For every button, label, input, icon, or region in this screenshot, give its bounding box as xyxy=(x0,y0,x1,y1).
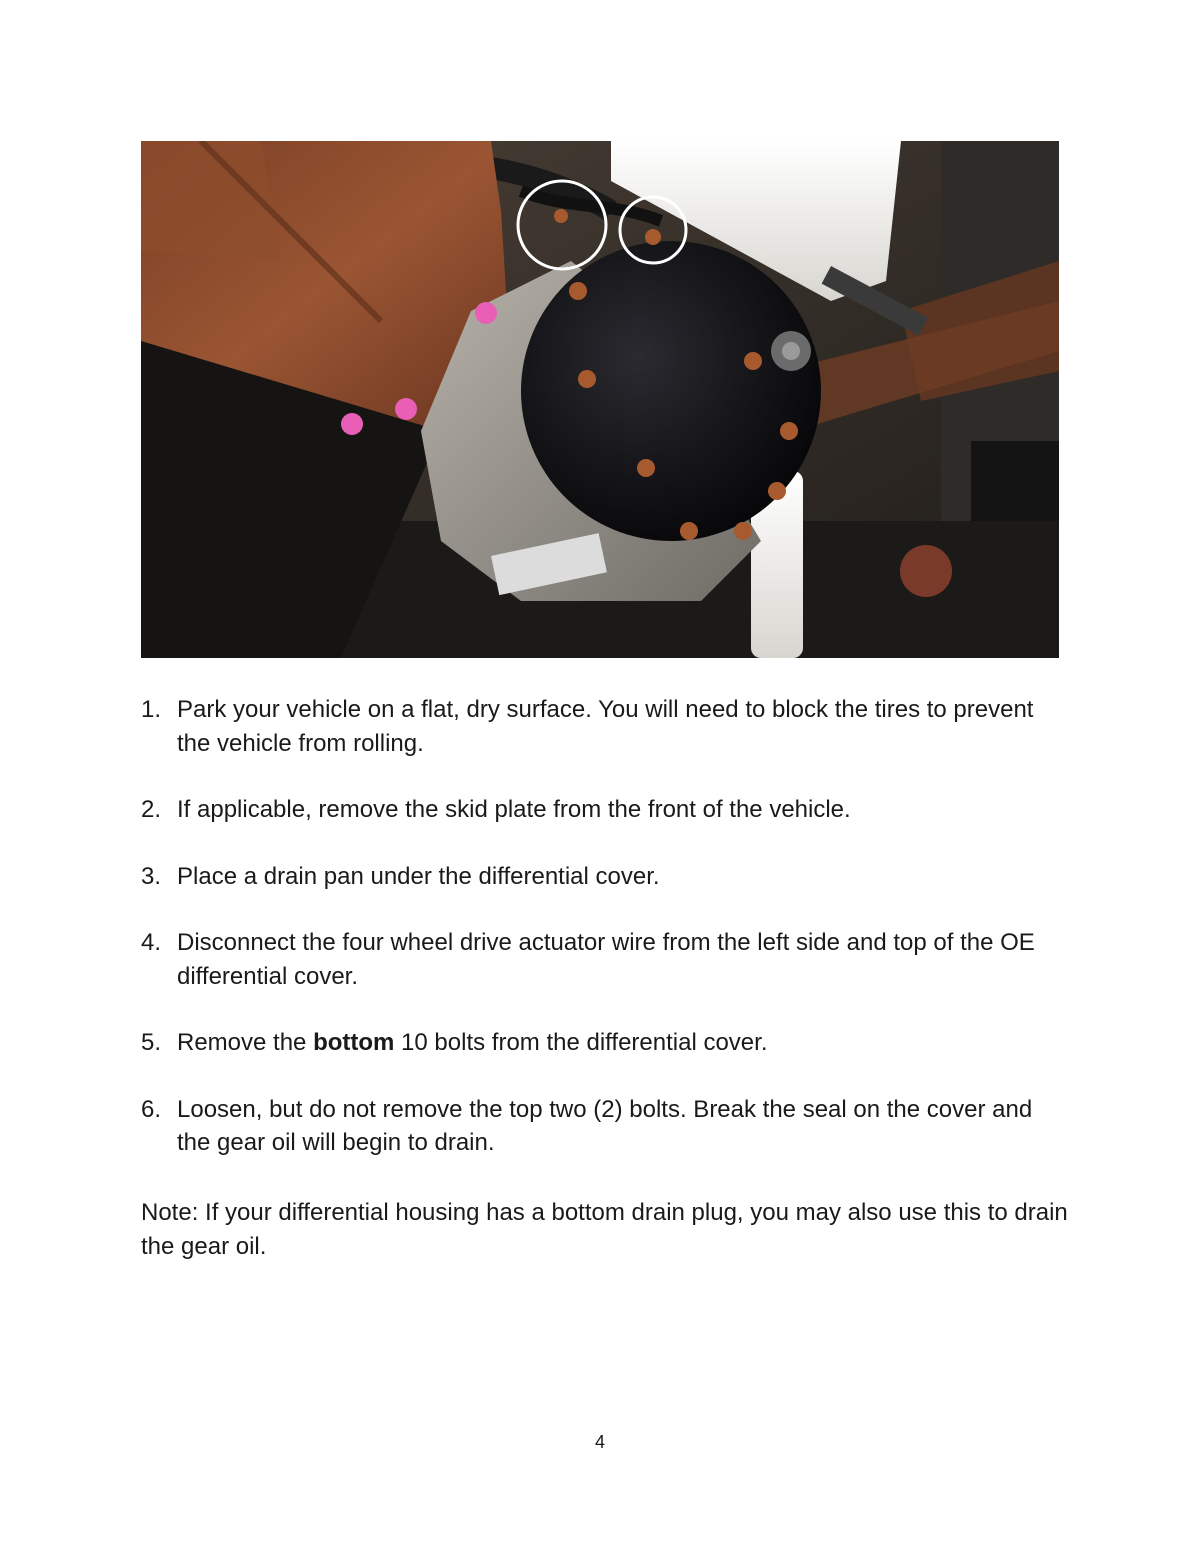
step-number: 3. xyxy=(141,862,162,890)
step-item xyxy=(141,926,1071,993)
step-number: 6. xyxy=(141,1095,162,1123)
step-text: Loosen, but do not remove the top two (2) bolts. Break the seal on the cover and the gear oil will begin to drain. xyxy=(177,1095,1033,1156)
differential-photo-illustration xyxy=(141,141,1059,658)
step-text xyxy=(177,1026,1071,1060)
step-item xyxy=(141,793,1071,827)
step-number: 4. xyxy=(141,929,162,956)
step-text-bold: bottom xyxy=(313,1029,395,1056)
step-item xyxy=(141,860,1071,894)
differential-photo xyxy=(141,141,1059,658)
step-item xyxy=(141,693,1071,760)
page-number: 4 xyxy=(594,1432,605,1452)
step-text: If applicable, remove the skid plate from the front of the vehicle. xyxy=(177,796,851,823)
note-paragraph: Note: If your differential housing has a bottom drain plug, you may also use this to drain the gear oil. xyxy=(141,1199,1068,1260)
step-item xyxy=(141,1093,1071,1160)
step-text-after: 10 bolts from the differential cover. xyxy=(394,1029,768,1056)
step-text: Park your vehicle on a flat, dry surface. You will need to block the tires to prevent the vehicle from rolling. xyxy=(177,696,1034,757)
instruction-steps xyxy=(141,693,1071,1193)
step-text-before: Remove the xyxy=(177,1029,314,1056)
step-text: Disconnect the four wheel drive actuator wire from the left side and top of the OE differential cover. xyxy=(177,929,1035,990)
step-item xyxy=(141,1026,1071,1060)
step-number: 5. xyxy=(141,1029,162,1056)
step-number: 2. xyxy=(141,796,162,823)
step-text: Place a drain pan under the differential cover. xyxy=(177,862,660,890)
step-number: 1. xyxy=(141,696,162,723)
